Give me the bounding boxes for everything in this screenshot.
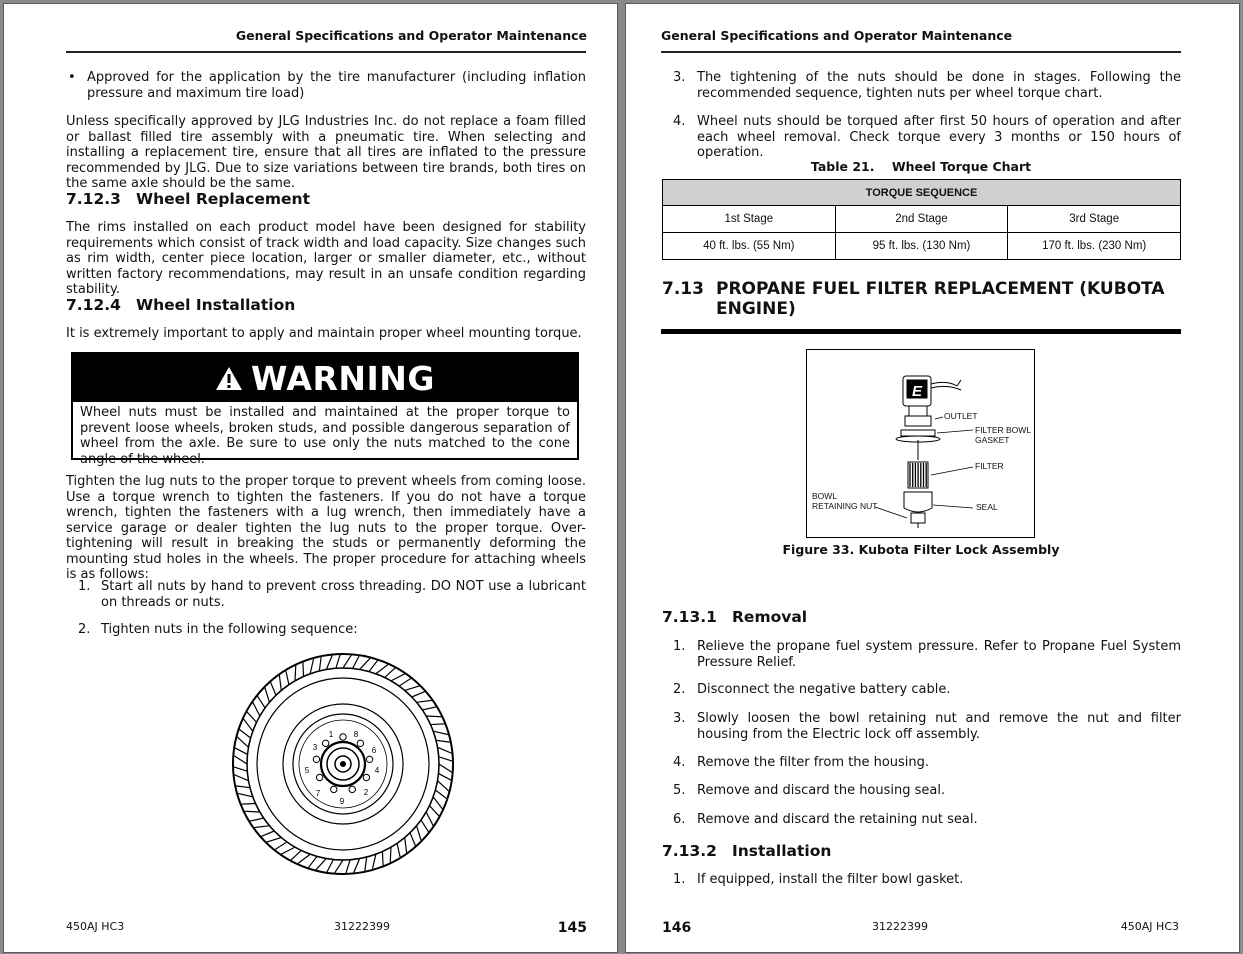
nut-number-3: 3 [312,743,318,752]
bowl-retaining-nut-label [812,492,877,511]
section-heading-7-12-4 [66,296,295,314]
bowl-label-line-2: RETAINING NUT [812,500,878,511]
list-text: Disconnect the negative battery cable. [697,682,951,697]
section-number: 7.12.4 [66,296,121,314]
paragraph-rims: The rims installed on each product model have been designed for stability requirements which consist of track width and load capacity. Size changes such as rim width, center piece location, larger or smaller diameter, etc., without written factory recommendations, may result in an unsafe condition regarding stability. [66,220,586,297]
nut-number-7: 7 [315,789,321,798]
section-heading-7-13 [662,279,1182,319]
section-rule [661,329,1181,334]
warning-box [71,352,579,467]
list-item [78,622,586,638]
outlet-label: OUTLET [944,411,978,421]
left-page-header: General Specifications and Operator Maintenance [235,28,587,43]
filter-bowl-gasket-label [975,426,1031,445]
nut-number-6: 6 [371,746,377,755]
bullet-item [66,70,586,101]
paragraph-tire-replacement: Unless specifically approved by JLG Industries Inc. do not replace a foam filled or ballast filled tire assembly with a pneumatic tire. When selecting and installing a replacement tire, ensure that all tires are inflated to the pressure recommended by JLG. Due to size variations between tire brands, both tires on the same axle should be the same. [66,114,586,191]
nut-number-2: 2 [363,788,369,797]
list-text: Relieve the propane fuel system pressure. Refer to Propane Fuel System Pressure Relief. [697,639,1181,670]
tire-tread-illustration [233,654,453,874]
list-number: 3. [673,70,686,85]
wheel-tightening-sequence-diagram [228,649,458,879]
tread-lug [346,859,360,874]
list-item [673,639,1181,670]
footer-model: 450AJ HC3 [66,920,125,933]
gasket-label-line-2: GASKET [975,434,1010,445]
section-title: Installation [732,842,832,860]
list-item [673,812,1181,828]
wheel-stud [366,756,372,762]
tread-lug [290,850,310,864]
right-page-header: General Specifications and Operator Maintenance [661,28,1013,43]
nut-number-1: 1 [328,730,334,739]
paragraph-torque-importance: It is extremely important to apply and maintain proper wheel mounting torque. [66,326,582,341]
footer-doc-number: 31222399 [872,920,928,933]
figure-caption: Figure 33. Kubota Filter Lock Assembly [782,542,1060,557]
table-header-cell: TORQUE SEQUENCE [663,180,1181,206]
list-number: 4. [673,755,686,770]
tread-lug [265,681,276,702]
wheel-stud [316,774,322,780]
list-text: Tighten nuts in the following sequence: [101,622,358,637]
left-header-rule [66,51,586,53]
nut-number-5: 5 [304,766,310,775]
footer-page-number: 145 [557,920,587,936]
paragraph-lug-nuts: Tighten the lug nuts to the proper torque to prevent wheels from coming loose. Use a torque wrench to tighten the fasteners. If you do not have a torque wrench, tighten the fasteners with a lug wrench, then immediately have a service garage or dealer tighten the lug nuts to the proper torque. Over-tightening will result in breaking the studs or permanently deforming the mounting stud holes in the wheels. The proper procedure for attaching wheels is as follows: [66,474,586,582]
tread-lug [410,826,421,847]
section-title-line-2: ENGINE) [716,299,796,319]
tread-lug [429,797,443,817]
tread-lug [439,764,453,780]
left-page [3,3,618,953]
nut-number-9: 9 [339,797,345,806]
tread-lug [391,673,412,686]
e-logo: E [911,383,923,400]
wheel-stud [357,740,363,746]
list-item [673,70,1181,101]
footer-model: 450AJ HC3 [1120,920,1179,933]
list-text: The tightening of the nuts should be done in stages. Following the recommended sequence, tighten nuts per wheel torque chart. [697,70,1181,101]
list-number: 3. [673,711,686,726]
tread-lug [438,747,453,761]
warning-title: WARNING [251,358,435,398]
section-number: 7.12.3 [66,190,121,208]
bullet-dot: • [68,70,76,85]
list-number: 1. [673,872,686,887]
list-text: Remove and discard the housing seal. [697,783,946,798]
tread-lug [252,695,265,716]
wheel-stud [340,734,346,740]
list-text: Slowly loosen the bowl retaining nut and remove the nut and filter housing from the Electric lock off assembly. [697,711,1181,742]
tread-lug [376,664,396,678]
list-text: Wheel nuts should be torqued after first 50 hours of operation and after each wheel removal. Check torque every 3 months or 150 hours of operation. [697,114,1181,160]
table-cell: 95 ft. lbs. (130 Nm) [835,233,1008,260]
table-cell: 170 ft. lbs. (230 Nm) [1008,233,1181,260]
table-cell: 3rd Stage [1008,206,1181,233]
list-item [673,783,1181,799]
filter-label: FILTER [975,461,1004,471]
section-number: 7.13.1 [662,608,717,626]
right-header-rule [661,51,1181,53]
wheel-stud [363,774,369,780]
table-row [663,233,1181,260]
tread-lug [326,654,340,669]
section-title: Wheel Replacement [136,190,310,208]
bullet-text: Approved for the application by the tire manufacturer (including inflation pressure and maximum tire load) [87,70,586,101]
tread-lug [327,860,343,874]
tread-lug [260,831,281,842]
warning-header [73,354,577,402]
list-text: Start all nuts by hand to prevent cross threading. DO NOT use a lubricant on threads or nuts. [101,579,586,610]
wheel-stud [331,786,337,792]
section-title: Wheel Installation [136,296,296,314]
section-number: 7.13.2 [662,842,717,860]
list-item [78,579,586,610]
warning-triangle-icon [215,366,243,391]
tread-lug [233,748,247,764]
right-page [625,3,1240,953]
list-text: Remove the filter from the housing. [697,755,930,770]
seal-label: SEAL [976,502,998,512]
warning-text: Wheel nuts must be installed and maintained at the proper torque to prevent loose wheels, broken studs, and possible dangerous separation of wheel from the axle. Be sure to use only the nuts matched to the cone angle of the wheel. [80,405,570,467]
section-number: 7.13 [662,279,704,299]
tread-lug [243,711,257,731]
footer-doc-number: 31222399 [334,920,390,933]
gasket-label-line-1: FILTER BOWL [975,425,1032,435]
filter-lock-figure [806,349,1035,538]
tread-lug [233,767,248,781]
table-cell: 40 ft. lbs. (55 Nm) [663,233,836,260]
list-item [673,872,1181,888]
section-title: Removal [732,608,808,626]
section-title [716,279,1165,319]
footer-page-number: 146 [662,920,692,936]
list-number: 1. [78,579,91,594]
table-cell: 2nd Stage [835,206,1008,233]
table-header-row [663,180,1181,206]
nut-number-4: 4 [374,766,380,775]
section-title-line-1: PROPANE FUEL FILTER REPLACEMENT (KUBOTA [716,279,1165,299]
list-number: 1. [673,639,686,654]
wheel-stud [349,786,355,792]
tread-lug [405,686,426,697]
list-text: Remove and discard the retaining nut seal. [697,812,978,827]
nut-number-8: 8 [353,730,359,739]
tread-lug [274,842,295,855]
list-item [673,755,1181,771]
bowl-label-line-1: BOWL [812,491,838,501]
list-number: 2. [673,682,686,697]
list-item [673,114,1181,161]
list-item [673,711,1181,742]
section-heading-7-13-2 [662,842,831,860]
list-text: If equipped, install the filter bowl gasket. [697,872,964,887]
section-heading-7-13-1 [662,608,807,626]
tread-lug [421,812,434,833]
list-number: 6. [673,812,686,827]
list-item [673,682,1181,698]
list-number: 4. [673,114,686,129]
section-heading-7-12-3 [66,190,310,208]
table-row [663,206,1181,233]
list-number: 5. [673,783,686,798]
wheel-torque-table [662,179,1181,260]
tread-lug [343,654,359,668]
list-number: 2. [78,622,91,637]
wheel-stud [322,740,328,746]
wheel-stud [313,756,319,762]
table-cell: 1st Stage [663,206,836,233]
table-caption: Table 21. Wheel Torque Chart [810,159,1032,174]
